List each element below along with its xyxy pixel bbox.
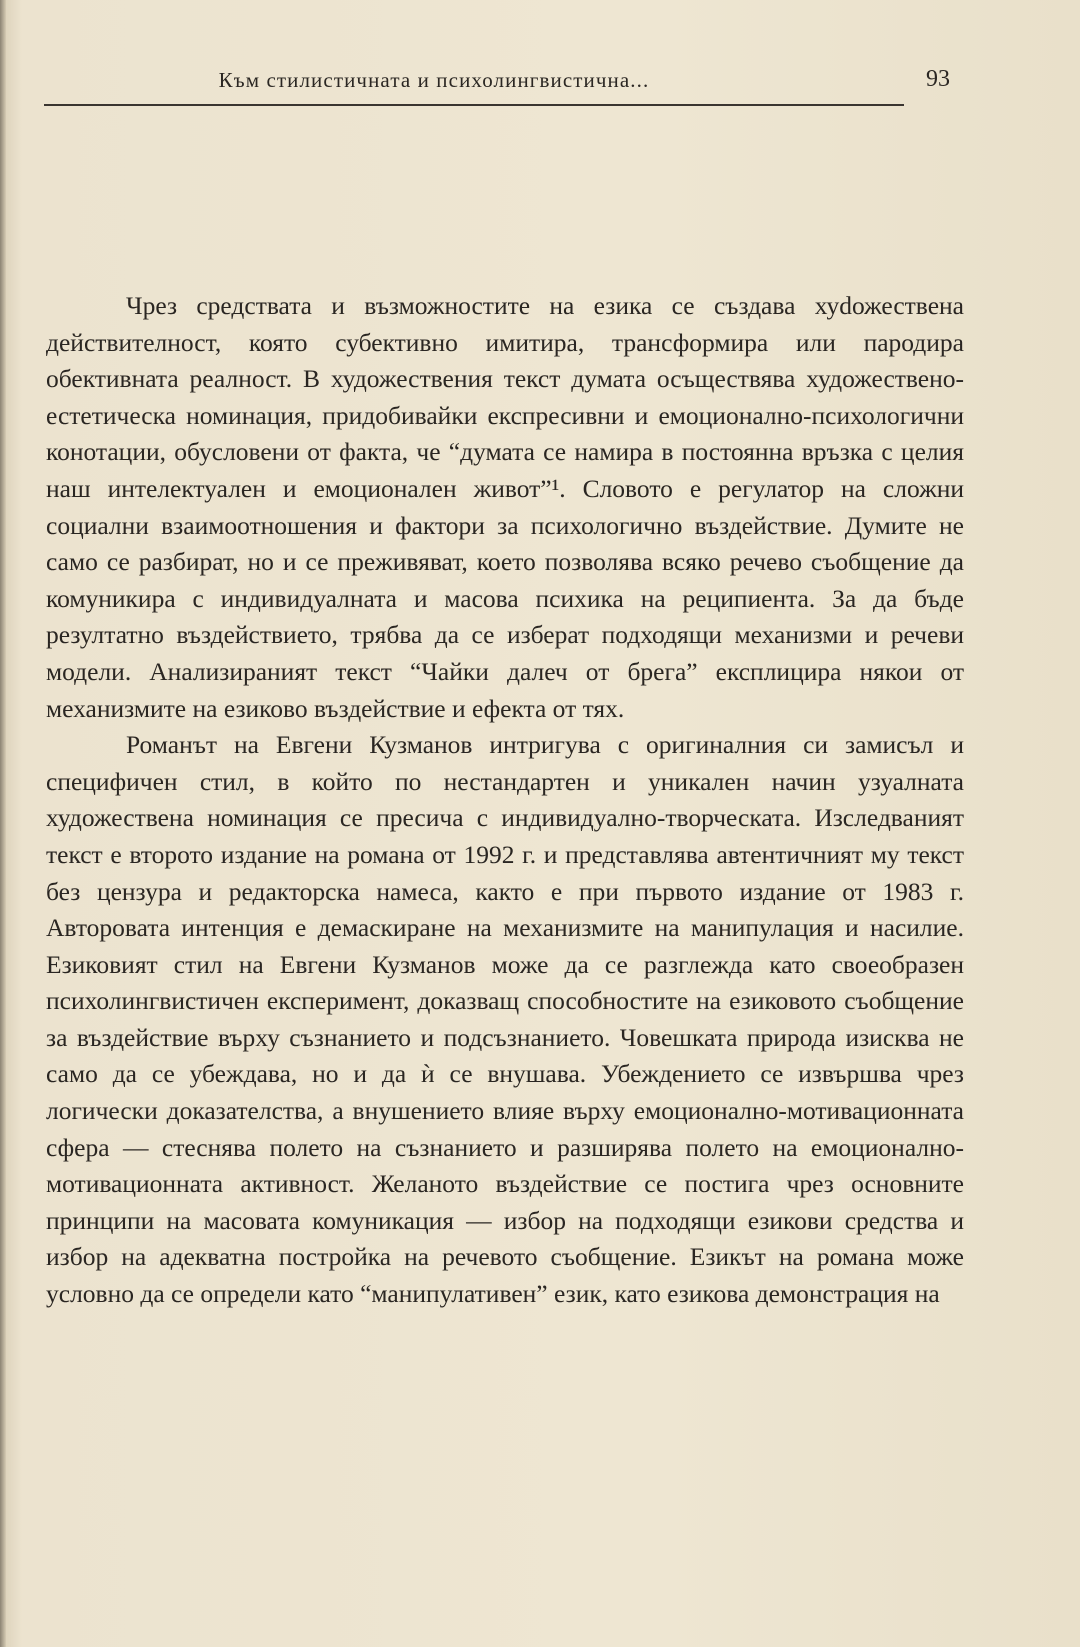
header-rule bbox=[44, 104, 904, 106]
paragraph: Чрез средствата и възможностите на езика се създава хуdожествена действителност, която субективно имитира, трансформира или пародира обективната реалност. В художествения текст думата осъществява художествено-естетическа номинация, придобивайки експресивни и емоционално-психологични конотации, обусловени от факта, че “думата се намира в постоянна връзка с целия наш интелектуален и емоционален живот”¹. Словото е регулатор на сложни социални взаимоотношения и фактори за психологично въздействие. Думите не само се разбират, но и се преживяват, което позволява всяко речево съобщение да комуникира с индивидуалната и масова психика на реципиента. За да бъде резултатно въздействието, трябва да се изберат подходящи механизми и речеви модели. Анализираният текст “Чайки далеч от брега” експлицира някои от механизмите на езиково въздействие и ефекта от тях. bbox=[46, 291, 964, 723]
page-spine-edge bbox=[0, 0, 6, 1647]
running-title: Към стилистичната и психолингвистична... bbox=[218, 68, 650, 92]
paragraph: Романът на Евгени Кузманов интригува с оригиналния си замисъл и специфичен стил, в който по нестандартен и уникален начин узуалната художествена номинация се пресича с индивидуално-творческата. Изследваният текст е второто издание на романа от 1992 г. и представлява автентичният му текст без цензура и редакторска намеса, както е при първото издание от 1983 г. Авторовата интенция е демаскиране на механизмите на манипулация и насилие. Езиковият стил на Евгени Кузманов може да се разглежда като своеобразен психолингвистичен експеримент, доказващ способностите на езиковото съобщение за въздействие върху съзнанието и подсъзнанието. Човешката природа изисква не само да се убеждава, но и да ѝ се внушава. Убеждението се извършва чрез логически доказателства, а внушението влияе върху емоционално-мотивационната сфера — стеснява полето на съзнанието и разширява полето на емоционално-мотивационната активност. Желаното въздействие се постига чрез основните принципи на масовата комуникация — избор на подходящи езикови средства и избор на адекватна постройка на речевото съобщение. Езикът на романа може условно да се определи като “манипулативен” език, като езикова демонстрация на bbox=[46, 730, 964, 1309]
running-header bbox=[44, 62, 950, 106]
page-number: 93 bbox=[926, 66, 950, 92]
body-text bbox=[46, 288, 964, 1313]
